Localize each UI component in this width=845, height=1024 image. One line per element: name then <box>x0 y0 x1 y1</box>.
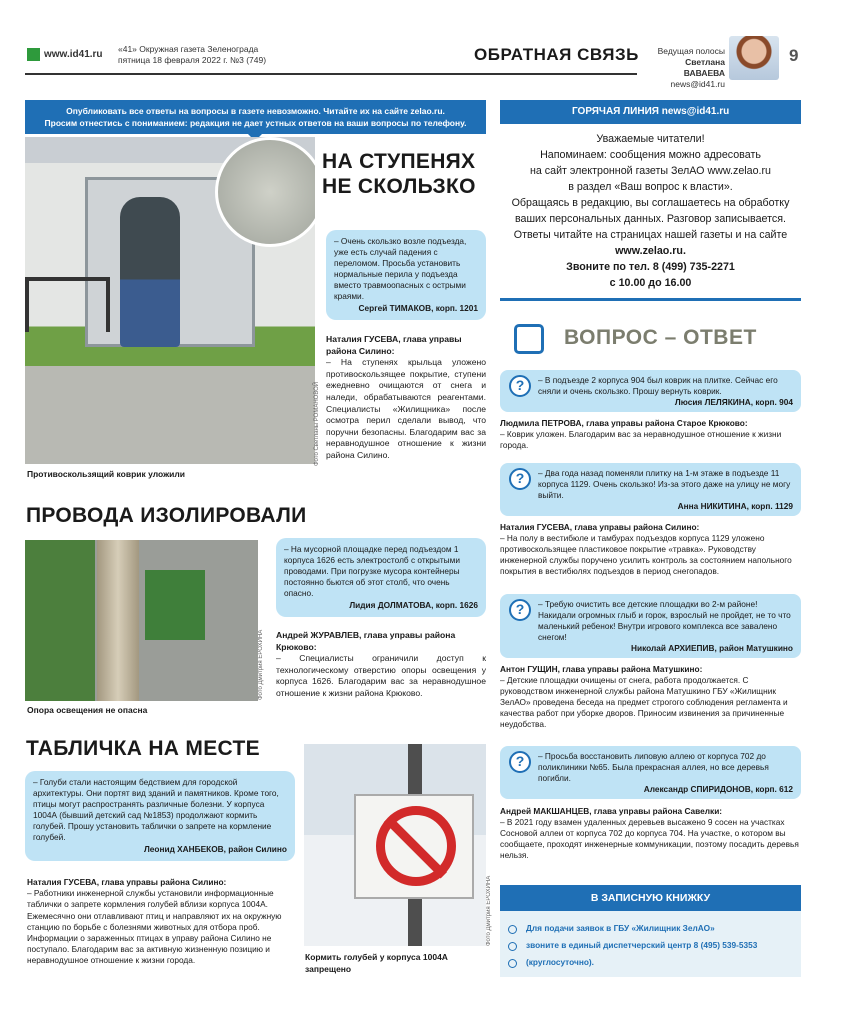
issue-line-1: «41» Окружная газета Зеленограда <box>118 44 259 54</box>
qa2-question: – Два года назад поменяли плитку на 1-м этаже в подъезде 11 корпуса 1129. Очень скользко! Из-за этого даже на улицу не могу выйти. <box>538 468 791 500</box>
story2-question-author: Лидия ДОЛМАТОВА, корп. 1626 <box>349 600 478 610</box>
story1-question-bubble <box>326 230 486 320</box>
page-number: 9 <box>789 46 799 65</box>
qa4-author: Александр СПИРИДОНОВ, корп. 612 <box>643 784 793 794</box>
question-mark-icon: ? <box>509 599 531 621</box>
qa1-author: Люсия ЛЕЛЯКИНА, корп. 904 <box>674 397 793 407</box>
editor-email[interactable]: news@id41.ru <box>670 79 725 89</box>
hotline-line-8[interactable]: www.zelao.ru. <box>615 245 686 257</box>
qa-title: ВОПРОС – ОТВЕТ <box>564 326 757 349</box>
notice-line-1: Опубликовать все ответы на вопросы в газете невозможно. Читайте их на сайте zelao.ru. <box>66 106 445 116</box>
story1-title-line-2: НЕ СКОЛЬЗКО <box>322 175 476 198</box>
qa3-author: Николай АРХИЕПИВ, район Матушкино <box>631 643 793 653</box>
qa1-answer-text: – Коврик уложен. Благодарим вас за неравнодушное отношение к жизни города. <box>500 429 782 450</box>
bullet-icon <box>508 959 517 968</box>
editor-photo <box>729 36 779 80</box>
editor-name: Светлана ВАВАЕВА <box>683 57 725 78</box>
story3-question: – Голуби стали настоящим бедствием для городской архитектуры. Они портят вид зданий и памятников. Кроме того, птицы могут распространять различные болезни. У корпуса 1004А (бывший детский сад №1853) продолжают кормить голубей. Прошу установить таблички о запрете на кормление голубей. <box>33 777 279 842</box>
notice-line-2: Просим отнестись с пониманием: редакция не дает устных ответов на ваши вопросы по телефону. <box>44 118 467 128</box>
hotline-line-6: ваших персональных данных. Разговор записывается. <box>514 213 787 225</box>
bench <box>25 277 110 332</box>
qa1-question-bubble <box>500 370 801 412</box>
hotline-line-4: в раздел «Ваш вопрос к власти». <box>568 181 733 193</box>
qa2-answer <box>500 522 801 577</box>
story1-photo <box>25 137 315 464</box>
story1-question-author: Сергей ТИМАКОВ, корп. 1201 <box>358 303 478 313</box>
railing-inset-photo <box>215 137 315 247</box>
story1-question: – Очень скользко возле подъезда, уже есть случай падения с переломом. Просьба установить нормальные перила у подъезда вместо травмоопасных с острыми краями. <box>334 236 467 301</box>
editor-info <box>645 46 725 90</box>
story3-answer-text: – Работники инженерной службы установили информационные таблички о запрете кормления голубей вблизи корпуса 1004А. Ежемесячно они отлавливают птиц и направляют их на окружную станцию по борьбе с болезнями животных для отбора проб. Информации о зараженных птицах в управу района Силино не поступало. Благодарим вас за активную жизненную позицию и неравнодушное отношение к жизни города. <box>27 888 282 966</box>
qa1-question: – В подъезде 2 корпуса 904 был коврик на плитке. Сейчас его сняли и очень скользко. Прошу вернуть коврик. <box>538 375 778 396</box>
story2-photo-credit: Фото Дмитрия ЕРОХИНА <box>258 629 264 700</box>
story2-title: ПРОВОДА ИЗОЛИРОВАЛИ <box>26 504 307 527</box>
notebook-line-3: (круглосуточно). <box>526 957 594 967</box>
story2-question-bubble <box>276 538 486 617</box>
qa4-answer-author: Андрей МАКШАНЦЕВ, глава управы района Савелки: <box>500 806 723 816</box>
qa3-question: – Требую очистить все детские площадки во 2-м районе! Накидали огромных глыб и горок, взрослый не пройдет, не то что маленький ребенок! Внутри игрового комплекса все завалено снегом! <box>538 599 791 642</box>
newspaper-logo-icon <box>27 48 40 61</box>
qa2-question-bubble <box>500 463 801 516</box>
story2-answer-author: Андрей ЖУРАВЛЕВ, глава управы района Крюково: <box>276 630 456 652</box>
story1-title-line-1: НА СТУПЕНЯХ <box>322 150 476 173</box>
qa2-answer-text: – На полу в вестибюле и тамбурах подъездов корпуса 1129 уложено противоскользящее пластиковое покрытие «травка». Руководству инженерной службы поручено усилить контроль за состоянием напольного покрытия в вестибюлях подъездов в период снегопадов. <box>500 533 792 576</box>
qa2-author: Анна НИКИТИНА, корп. 1129 <box>677 501 793 511</box>
question-mark-icon: ? <box>509 375 531 397</box>
hotline-line-5: Обращаясь в редакцию, вы соглашаетесь на обработку <box>511 197 790 209</box>
story2-answer-text: – Специалисты ограничили доступ к технологическому отверстию опоры освещения у корпуса 1626. Благодарим вас за неравнодушное отношение к жизни района Крюково. <box>276 653 486 698</box>
lamp-pole <box>97 540 139 701</box>
story3-answer <box>27 877 295 967</box>
notebook-text <box>526 920 798 971</box>
story1-answer-author: Наталия ГУСЕВА, глава управы района Силино: <box>326 334 462 356</box>
story2-caption: Опора освещения не опасна <box>27 705 148 715</box>
qa4-answer <box>500 806 801 861</box>
qa3-answer-author: Антон ГУЩИН, глава управы района Матушкино: <box>500 664 703 674</box>
waste-container <box>145 570 205 640</box>
notebook-line-1: Для подачи заявок в ГБУ «Жилищник ЗелАО» <box>526 923 715 933</box>
story3-photo-credit: Фото Дмитрия ЕРОХИНА <box>486 875 492 946</box>
story3-photo <box>304 744 486 946</box>
qa3-question-bubble <box>500 594 801 658</box>
story2-photo <box>25 540 258 701</box>
hotline-title: ГОРЯЧАЯ ЛИНИЯ news@id41.ru <box>500 100 801 124</box>
hotline-text <box>500 131 801 291</box>
hotline-divider <box>500 298 801 301</box>
story3-title: ТАБЛИЧКА НА МЕСТЕ <box>26 737 260 760</box>
no-feeding-pigeons-icon <box>376 806 456 886</box>
notebook-title: В ЗАПИСНУЮ КНИЖКУ <box>500 885 801 911</box>
hotline-hours: с 10.00 до 16.00 <box>609 277 692 289</box>
story1-answer-text: – На ступенях крыльца уложено противоскользящее покрытие, ступени ежедневно очищаются от снега и наледи, обрабатываются реагентами. Специалисты «Жилищника» после осмотра перил сделали вывод, что поручни безопасны. Благодарим вас за неравнодушное отношение к жизни района Силино. <box>326 357 486 460</box>
story3-question-bubble <box>25 771 295 861</box>
qa4-question: – Просьба восстановить липовую аллею от корпуса 702 до поликлиники №65. Была прекрасная аллея, но все деревья погибли. <box>538 751 769 783</box>
issue-line-2: пятница 18 февраля 2022 г. №3 (749) <box>118 55 267 65</box>
site-url[interactable]: www.id41.ru <box>44 49 103 60</box>
bullet-icon <box>508 925 517 934</box>
story3-answer-author: Наталия ГУСЕВА, глава управы района Силино: <box>27 877 227 887</box>
editor-role: Ведущая полосы <box>657 46 725 56</box>
story2-question: – На мусорной площадке перед подъездом 1 корпуса 1626 есть электростолб с открытыми проводами. При погрузке мусора контейнеры постоянно бьются об этот столб, что очень опасно. <box>284 544 460 598</box>
notice-banner <box>25 100 486 134</box>
story1-title <box>322 149 476 199</box>
issue-info <box>118 44 266 66</box>
section-title: ОБРАТНАЯ СВЯЗЬ <box>474 45 639 64</box>
story1-photo-credit: Фото Светланы РОМАНОВОЙ <box>314 381 320 466</box>
qa1-answer-author: Людмила ПЕТРОВА, глава управы района Старое Крюково: <box>500 418 748 428</box>
story1-caption: Противоскользящий коврик уложили <box>27 469 185 479</box>
hotline-phone: Звоните по тел. 8 (499) 735-2271 <box>566 261 735 273</box>
question-mark-icon: ? <box>509 468 531 490</box>
qa2-answer-author: Наталия ГУСЕВА, глава управы района Силино: <box>500 522 700 532</box>
story3-question-author: Леонид ХАНБЕКОВ, район Силино <box>143 844 287 854</box>
hotline-line-3: на сайт электронной газеты ЗелАО www.zelao.ru <box>529 165 771 177</box>
story1-answer <box>326 334 486 462</box>
question-mark-icon: ? <box>509 751 531 773</box>
hotline-line-2: Напоминаем: сообщения можно адресовать <box>540 149 761 161</box>
person-figure <box>120 197 180 347</box>
header-divider <box>25 73 637 75</box>
qa1-answer <box>500 418 801 451</box>
story3-caption: Кормить голубей у корпуса 1004А запрещено <box>305 952 448 974</box>
qa3-answer-text: – Детские площадки очищены от снега, работа продолжается. С руководством инженерной службы района Матушкино ГБУ «Жилищник ЗелАО» проведена беседа на предмет строгого соблюдения регламента и качества работ при уборке дворов. Приносим извинения за причиненные неудобства. <box>500 675 788 729</box>
qa3-answer <box>500 664 801 730</box>
story2-answer <box>276 630 486 700</box>
bullet-icon <box>508 942 517 951</box>
hotline-line-7: Ответы читайте на страницах нашей газеты и на сайте <box>513 229 788 241</box>
hotline-line-1: Уважаемые читатели! <box>596 133 705 145</box>
notebook-line-2: звоните в единый диспетчерский центр 8 (495) 539-5353 <box>526 940 758 950</box>
qa4-answer-text: – В 2021 году взамен удаленных деревьев высажено 9 сосен на участках Сосновой аллеи от корпуса 702 до корпуса 704. На участке, о котором вы сообщаете, проходят инженерные коммуникации, поэтому посадить деревья нельзя. <box>500 817 799 860</box>
chat-bubble-icon <box>514 324 544 354</box>
qa4-question-bubble <box>500 746 801 799</box>
